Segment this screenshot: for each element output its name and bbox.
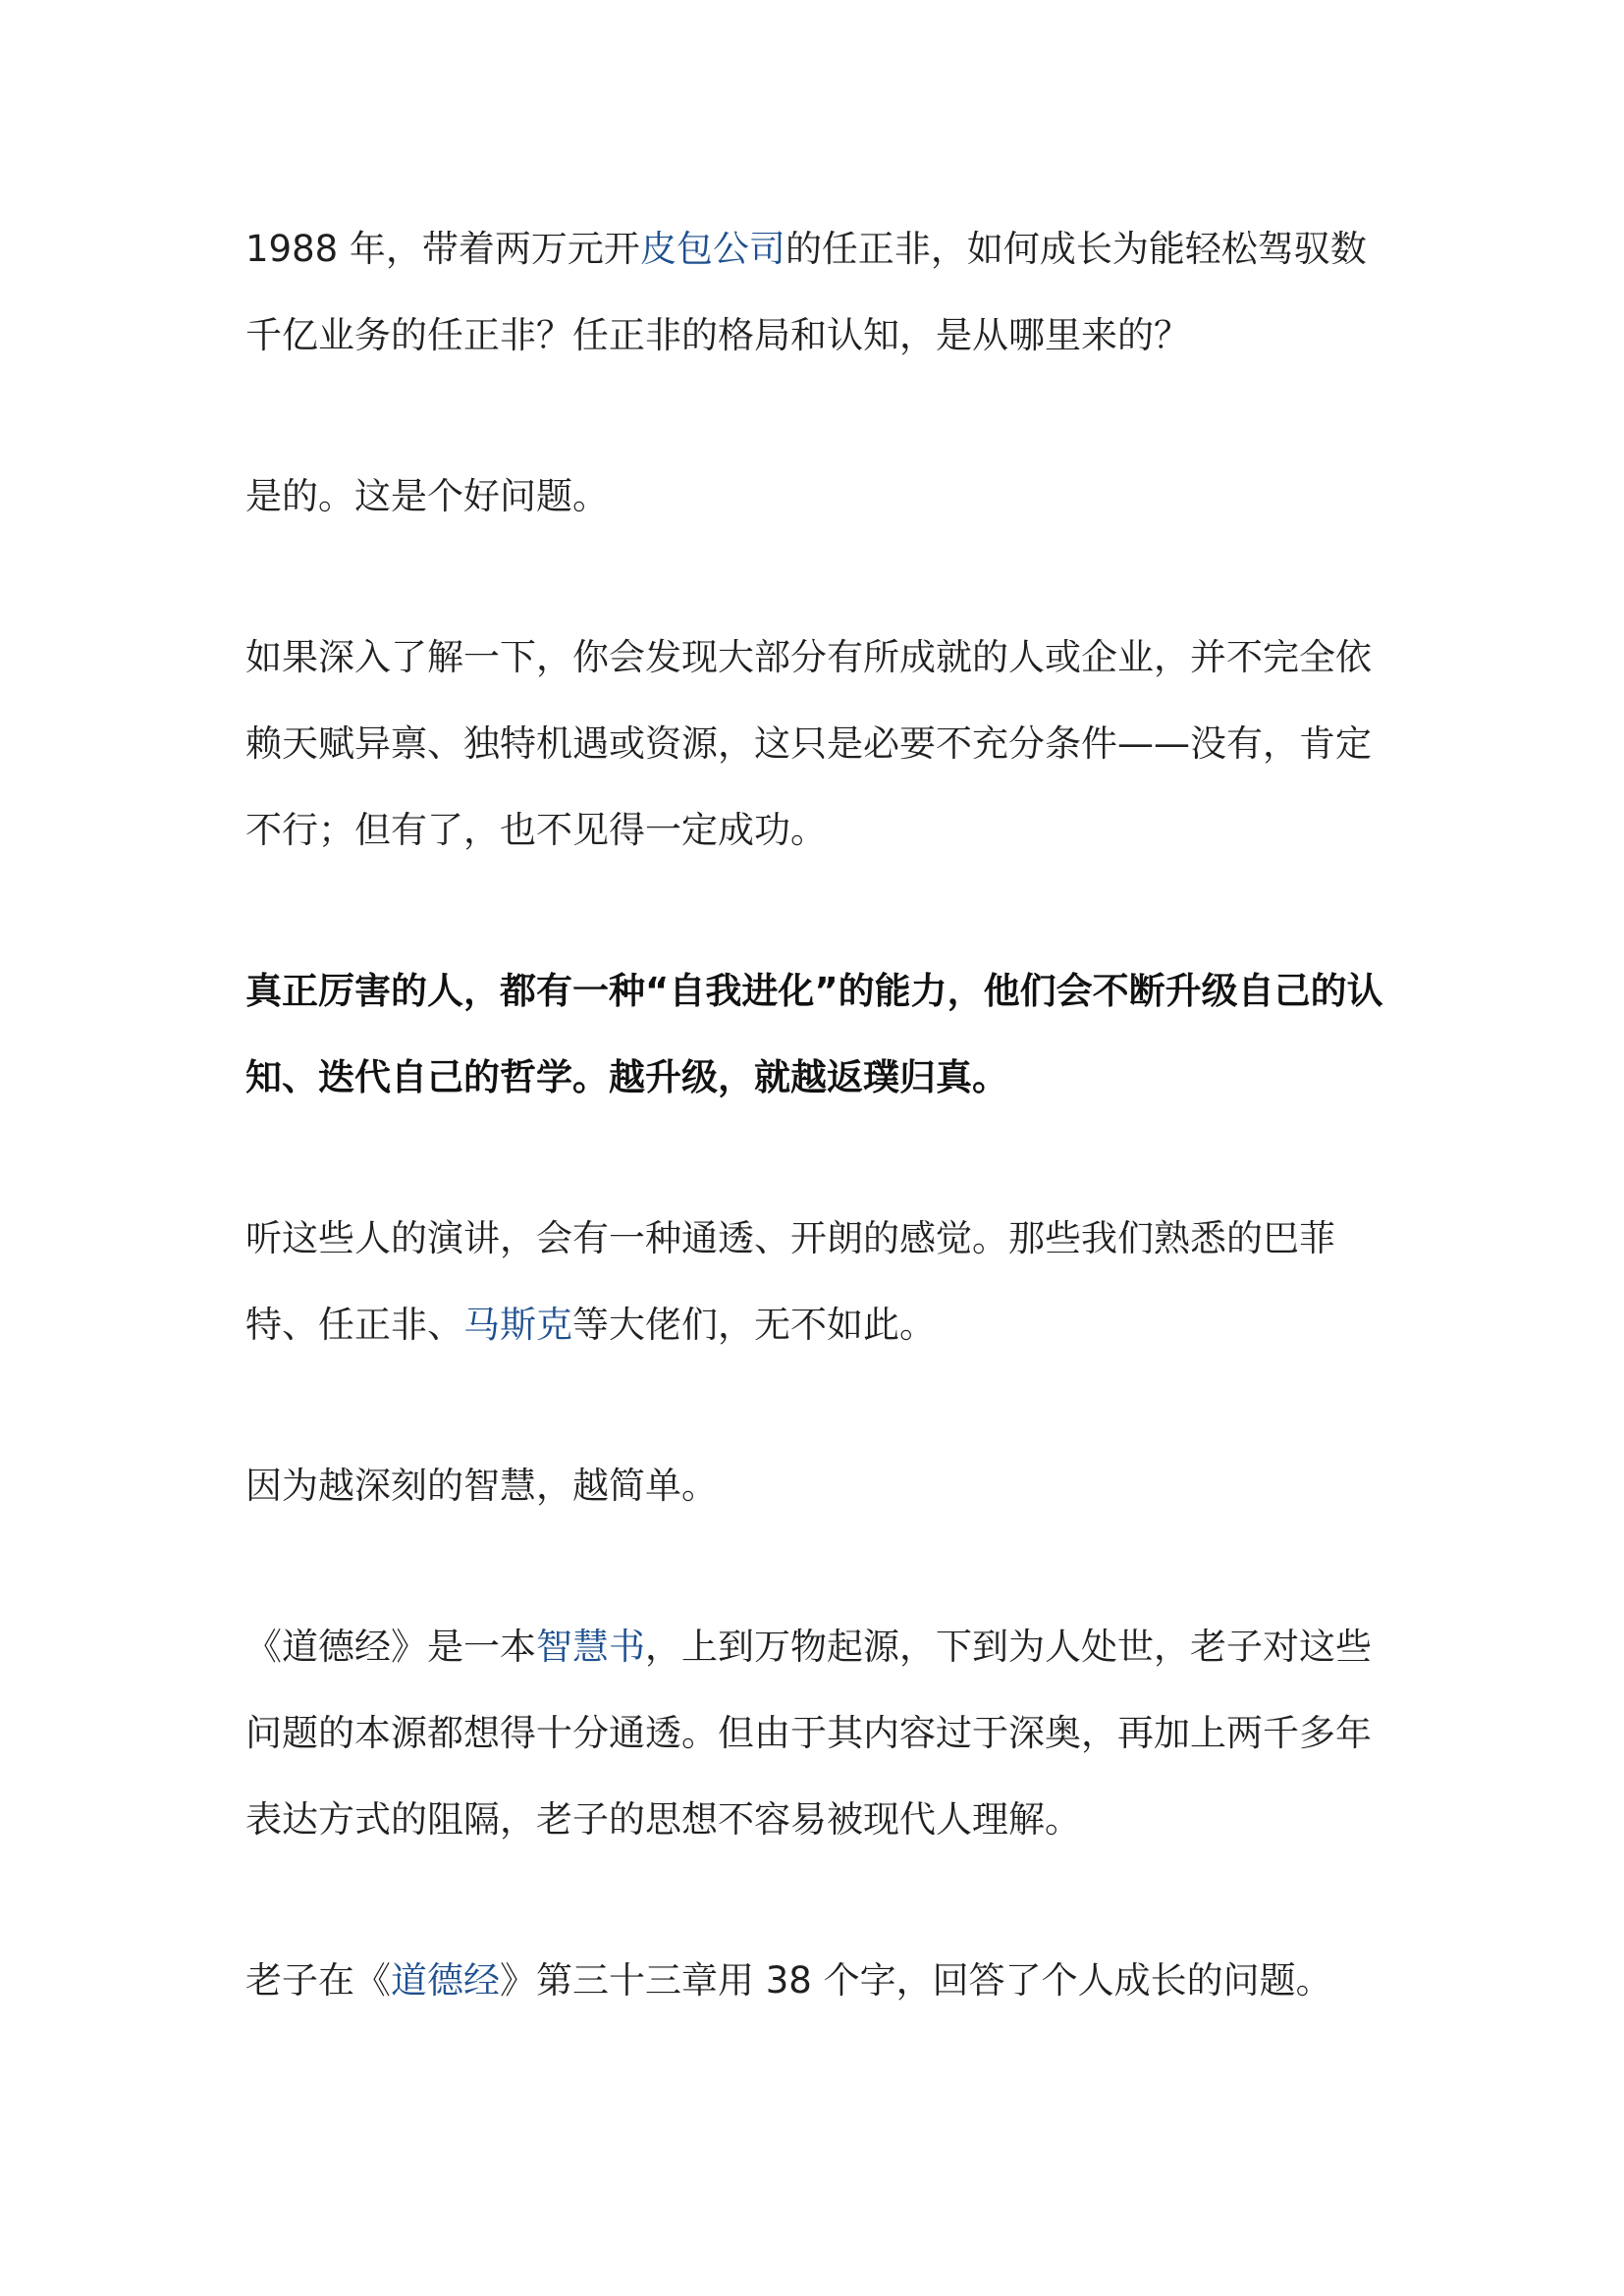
- link-musk[interactable]: 马斯克: [463, 1304, 572, 1346]
- paragraph-6: [245, 1443, 1394, 1529]
- text-segment: 如果深入了解一下，你会发现大部分有所成就的人或企业，并不完全依赖天赋异禀、独特机遇或资源，这只是必要不充分条件——没有，肯定不行；但有了，也不见得一定成功。: [245, 636, 1372, 851]
- text-segment: 听这些人的演讲，会有一种通透、开朗的感觉。那些我们熟悉的巴菲特、任正非、: [245, 1217, 1335, 1346]
- text-segment: 1988 年，带着两万元开: [245, 228, 640, 270]
- paragraph-4-bold: [245, 948, 1394, 1121]
- text-segment: 》第三十三章用 38 个字，回答了个人成长的问题。: [500, 1959, 1332, 2002]
- text-segment: 的任正非，如何成长为能轻松驾驭数千亿业务的任正非？任正非的格局和认知，是从哪里来的？: [245, 228, 1367, 356]
- article-body: [245, 206, 1394, 2099]
- paragraph-2: [245, 454, 1394, 540]
- paragraph-1: [245, 206, 1394, 379]
- text-segment: 等大佬们，无不如此。: [572, 1304, 936, 1346]
- paragraph-8: [245, 1938, 1394, 2024]
- link-pibao-gongsi[interactable]: 皮包公司: [639, 228, 785, 270]
- text-segment: ，上到万物起源，下到为人处世，老子对这些问题的本源都想得十分通透。但由于其内容过于深奥，再加上两千多年表达方式的阻隔，老子的思想不容易被现代人理解。: [245, 1626, 1372, 1841]
- text-segment: 真正厉害的人，都有一种“自我进化”的能力，他们会不断升级自己的认知、迭代自己的哲学。越升级，就越返璞归真。: [245, 970, 1383, 1098]
- paragraph-5: [245, 1196, 1394, 1368]
- text-segment: 《道德经》是一本: [245, 1626, 536, 1668]
- text-segment: 是的。这是个好问题。: [245, 475, 609, 517]
- link-zhihui-shu[interactable]: 智慧书: [536, 1626, 645, 1668]
- link-daodejing[interactable]: 道德经: [391, 1959, 500, 2002]
- paragraph-3: [245, 614, 1394, 874]
- text-segment: 老子在《: [245, 1959, 391, 2002]
- text-segment: 因为越深刻的智慧，越简单。: [245, 1465, 718, 1507]
- paragraph-7: [245, 1604, 1394, 1863]
